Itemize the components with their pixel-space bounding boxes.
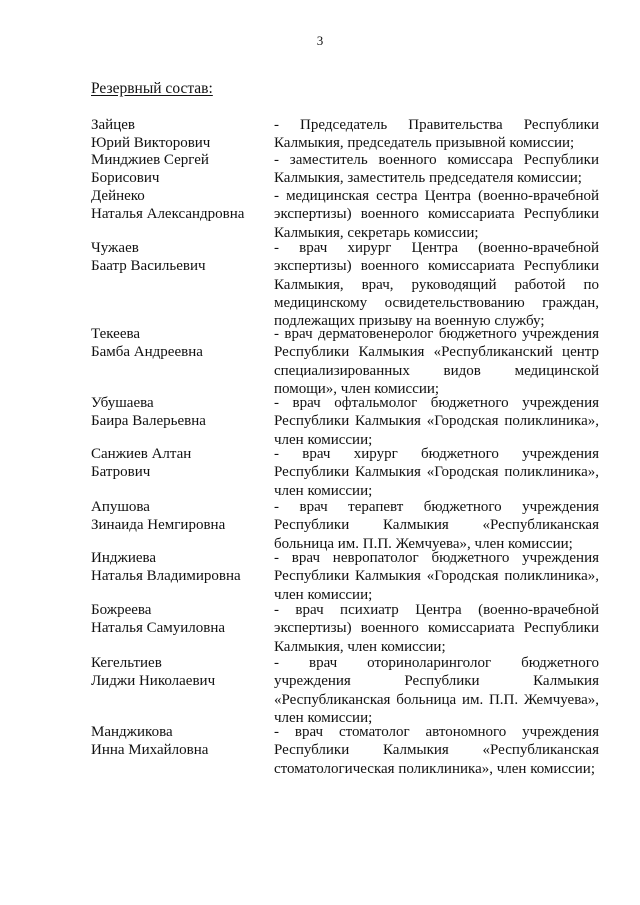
member-name [91, 116, 266, 153]
member-role: - врач невропатолог бюджетного учреждения Республики Калмыкия «Городская поликлиника», член комиссии; [274, 550, 599, 603]
member-role: - заместитель военного комиссара Республики Калмыкия, заместитель председателя комиссии; [274, 152, 599, 187]
member-surname: Кегельтиев [91, 655, 162, 671]
member-role: - врач дерматовенеролог бюджетного учреждения Республики Калмыкия «Республиканский центр специализированных видов медицинской помощи», член комиссии; [274, 326, 599, 397]
member-name [91, 187, 266, 224]
page-number: 3 [316, 33, 324, 48]
member-given-names: Борисович [91, 170, 160, 187]
member-given-names: Лиджи Николаевич [91, 673, 216, 690]
member-role: - врач хирург Центра (военно-врачебной экспертизы) военного комиссариата Республики Калмыкия, врач, руководящий работой по медицинскому освидетельствованию граждан, подлежащих призыву на военную службу; [274, 240, 599, 330]
member-role: - медицинская сестра Центра (военно-врачебной экспертизы) военного комиссариата Республики Калмыкия, секретарь комиссии; [274, 188, 599, 241]
member-surname: Текеева [91, 326, 141, 342]
member-given-names: Батрович [91, 464, 151, 481]
member-surname: Апушова [91, 499, 150, 515]
member-name [91, 549, 266, 586]
member-name [91, 325, 266, 362]
member-role: - врач оториноларинголог бюджетного учреждения Республики Калмыкия «Республиканская больница им. П.П. Жемчуева», член комиссии; [274, 655, 599, 726]
member-surname: Санжиев Алтан [91, 446, 192, 462]
member-role: - врач офтальмолог бюджетного учреждения Республики Калмыкия «Городская поликлиника», член комиссии; [274, 395, 599, 448]
member-given-names: Баатр Васильевич [91, 258, 206, 275]
member-given-names: Баира Валерьевна [91, 413, 206, 430]
member-surname: Зайцев [91, 117, 135, 133]
member-name [91, 601, 266, 638]
member-given-names: Бамба Андреевна [91, 344, 203, 361]
member-given-names: Инна Михайловна [91, 742, 209, 759]
member-surname: Божреева [91, 602, 152, 618]
member-role: - врач психиатр Центра (военно-врачебной экспертизы) военного комиссариата Республики Калмыкия, член комиссии; [274, 602, 599, 655]
member-name [91, 498, 266, 535]
member-name [91, 445, 266, 482]
member-given-names: Зинаида Немгировна [91, 517, 226, 534]
member-surname: Убушаева [91, 395, 154, 411]
member-surname: Инджиева [91, 550, 157, 566]
member-role: - Председатель Правительства Республики Калмыкия, председатель призывной комиссии; [274, 117, 599, 152]
member-name [91, 239, 266, 276]
member-given-names: Наталья Владимировна [91, 568, 241, 585]
member-name [91, 151, 266, 188]
member-given-names: Юрий Викторович [91, 135, 211, 152]
member-surname: Чужаев [91, 240, 139, 256]
member-surname: Манджикова [91, 724, 173, 740]
member-name [91, 723, 266, 760]
section-title: Резервный состав: [91, 80, 213, 97]
member-role: - врач хирург бюджетного учреждения Республики Калмыкия «Городская поликлиника», член комиссии; [274, 446, 599, 499]
member-given-names: Наталья Самуиловна [91, 620, 226, 637]
member-surname: Минджиев Сергей [91, 152, 209, 168]
member-surname: Дейнеко [91, 188, 145, 204]
member-role: - врач стоматолог автономного учреждения Республики Калмыкия «Республиканская стоматологическая поликлиника», член комиссии; [274, 724, 599, 777]
member-role: - врач терапевт бюджетного учреждения Республики Калмыкия «Республиканская больница им. П.П. Жемчуева», член комиссии; [274, 499, 599, 552]
member-name [91, 654, 266, 691]
member-name [91, 394, 266, 431]
member-given-names: Наталья Александровна [91, 206, 245, 223]
